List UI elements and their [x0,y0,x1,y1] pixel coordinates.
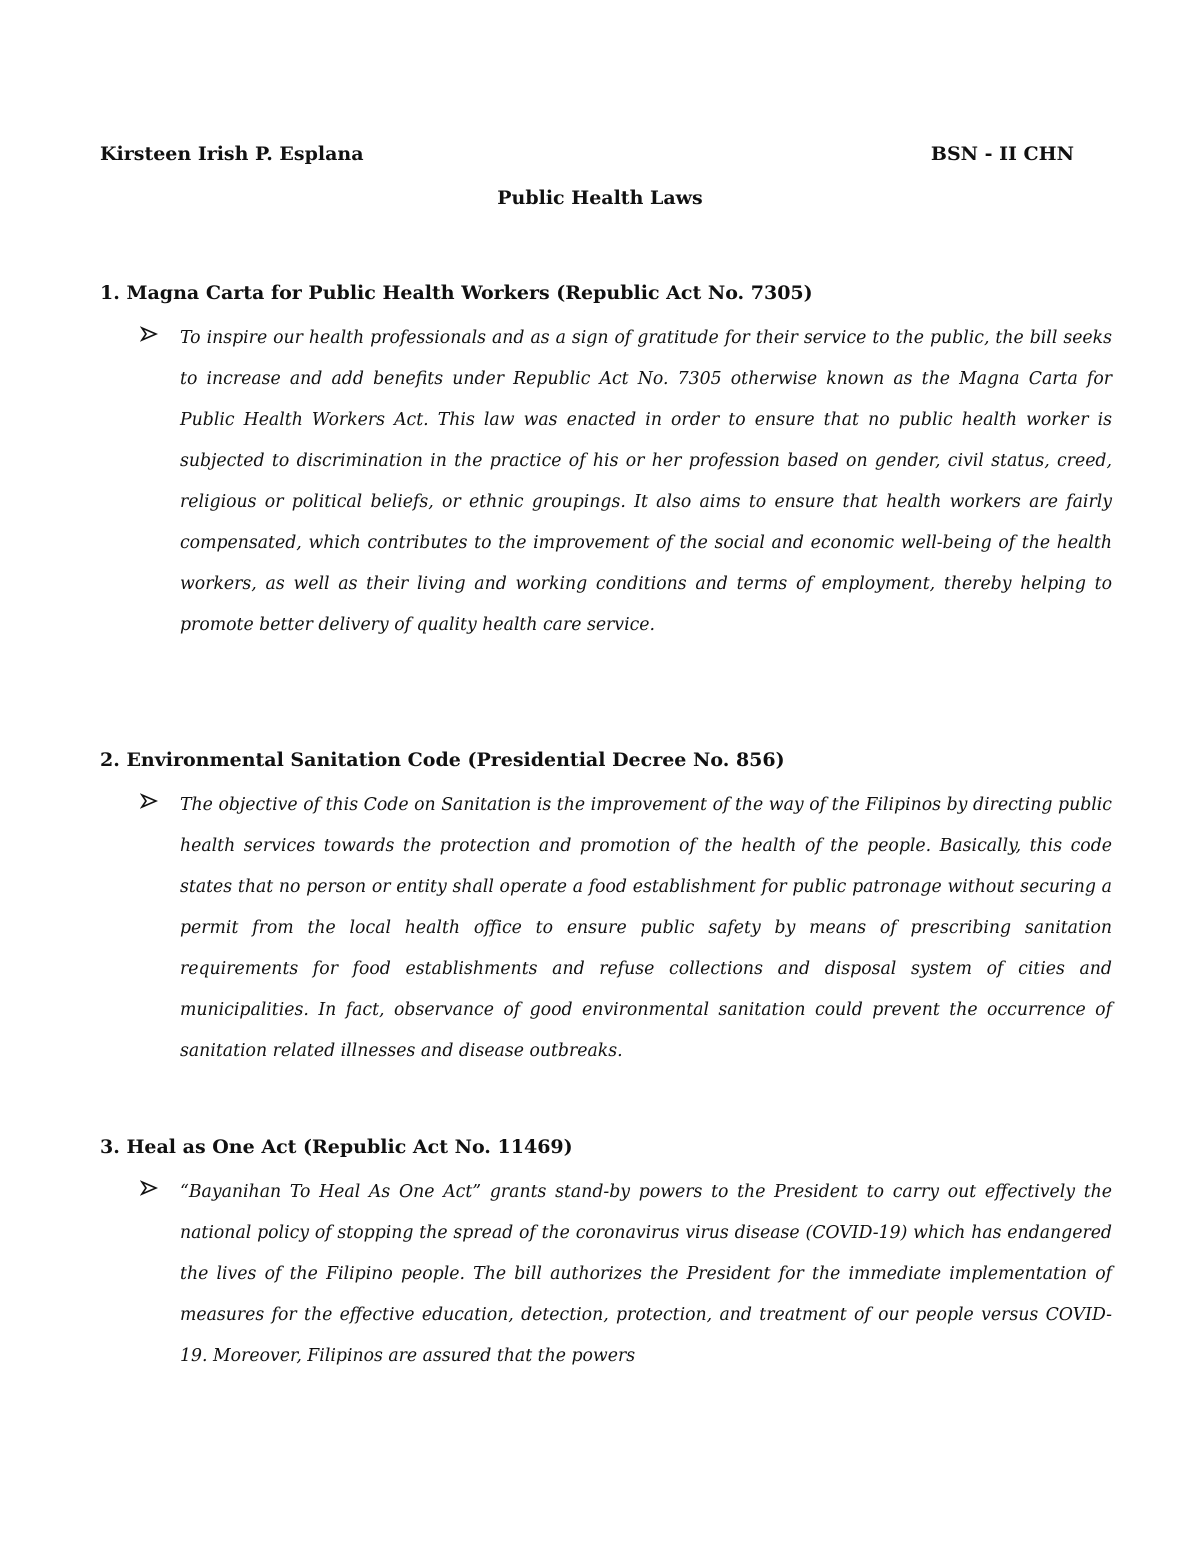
bullet-item [100,1172,1112,1377]
bullet-item [100,318,1112,646]
section-heading: 1. Magna Carta for Public Health Workers (Republic Act No. 7305) [100,282,813,304]
arrow-bullet-icon [140,326,158,342]
document-title: Public Health Laws [497,187,703,209]
bullet-item [100,785,1112,1072]
law-section-3 [100,1132,1112,1377]
section-body: The objective of this Code on Sanitation is the improvement of the way of the Filipinos by directing public health services towards the protection and promotion of the health of the people. Basically, this code states that no person or entity shall operate a food establishment for public patronage without securing a permit from the local health office to ensure public safety by means of prescribing sanitation requirements for food establishments and refuse collections and disposal system of cities and municipalities. In fact, observance of good environmental sanitation could prevent the occurrence of sanitation related illnesses and disease outbreaks. [180,795,1112,1061]
arrow-bullet-icon [140,1180,158,1196]
law-section-2 [100,745,1112,1072]
section-heading: 3. Heal as One Act (Republic Act No. 11469) [100,1136,573,1158]
law-section-1 [100,278,1112,646]
document-header [100,143,1074,173]
section-body: “Bayanihan To Heal As One Act” grants stand-by powers to the President to carry out effectively the national policy of stopping the spread of the coronavirus virus disease (COVID-19) which has endangered the lives of the Filipino people. The bill authorizes the President for the immediate implementation of measures for the effective education, detection, protection, and treatment of our people versus COVID-19. Moreover, Filipinos are assured that the powers [180,1182,1112,1366]
section-body: To inspire our health professionals and as a sign of gratitude for their service to the public, the bill seeks to increase and add benefits under Republic Act No. 7305 otherwise known as the Magna Carta for Public Health Workers Act. This law was enacted in order to ensure that no public health worker is subjected to discrimination in the practice of his or her profession based on gender, civil status, creed, religious or political beliefs, or ethnic groupings. It also aims to ensure that health workers are fairly compensated, which contributes to the improvement of the social and economic well-being of the health workers, as well as their living and working conditions and terms of employment, thereby helping to promote better delivery of quality health care service. [180,328,1112,635]
course-label: BSN - II CHN [930,143,1074,165]
author-name: Kirsteen Irish P. Esplana [100,143,364,165]
section-heading: 2. Environmental Sanitation Code (Presidential Decree No. 856) [100,749,785,771]
arrow-bullet-icon [140,793,158,809]
